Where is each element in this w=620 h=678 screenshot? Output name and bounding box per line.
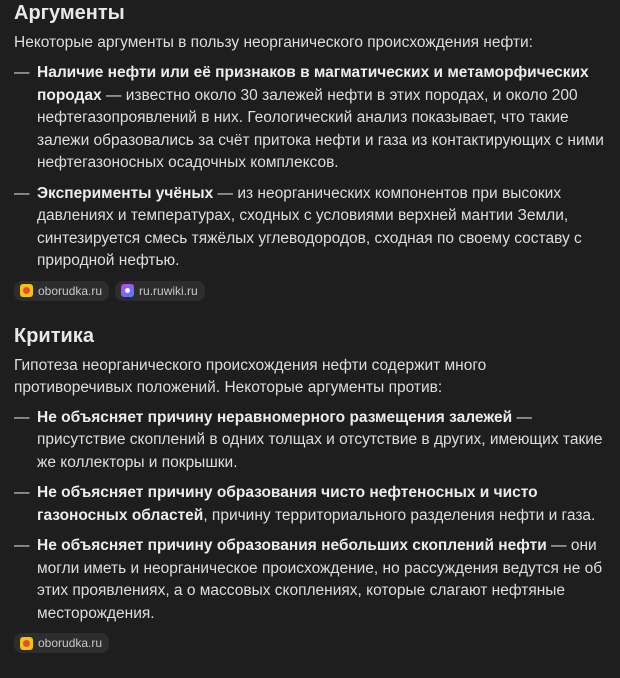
dash-bullet: — <box>14 484 30 501</box>
item-text: , причину территориального разделения нефти и газа. <box>203 506 596 524</box>
section-intro: Некоторые аргументы в пользу неорганического происхождения нефти: <box>14 34 533 51</box>
item-text: — присутствие скоплений в одних толщах и отсутствие в других, имеющих такие же коллекторы и покрышки. <box>37 408 603 471</box>
list-item <box>14 407 606 475</box>
list-item <box>14 535 606 625</box>
source-chip-oborudka[interactable] <box>14 633 109 653</box>
item-text: — из неорганических компонентов при высоких давлениях и температурах, сходных с условиями верхней мантии Земли, синтезируется смесь тяжёлых углеводородов, сходная по своему составу с природной нефтью. <box>37 184 582 269</box>
list-item <box>14 482 606 527</box>
argument-list <box>14 62 606 273</box>
source-label: oborudka.ru <box>38 283 103 298</box>
source-chips <box>14 281 606 301</box>
item-heading: Не объясняет причину образования небольших скоплений нефти <box>37 537 547 554</box>
dash-bullet: — <box>14 408 30 426</box>
dash-bullet: — <box>14 64 30 81</box>
list-item <box>14 183 606 273</box>
item-text: — они могли иметь и неорганическое происхождение, но рассуждения ведутся не об этих проявлениях, а о массовых скоплениях, которые слагают нефтяные месторождения. <box>37 537 603 622</box>
source-label: ru.ruwiki.ru <box>139 283 198 298</box>
dash-bullet: — <box>14 184 30 202</box>
dash-bullet: — <box>14 537 30 554</box>
ruwiki-favicon-icon <box>121 284 134 297</box>
source-chip-oborudka[interactable] <box>14 281 109 301</box>
section-arguments <box>14 0 606 301</box>
item-heading: Эксперименты учёных <box>37 184 214 202</box>
section-title: Критика <box>14 324 94 347</box>
criticism-list <box>14 407 606 626</box>
section-intro: Гипотеза неорганического происхождения нефти содержит много противоречивых положений. Некоторые аргументы против: <box>14 356 487 396</box>
item-heading: Наличие нефти или её признаков в магматических и метаморфических породах <box>37 64 589 104</box>
source-chips <box>14 633 606 653</box>
section-title: Аргументы <box>14 2 125 24</box>
item-heading: Не объясняет причину неравномерного размещения залежей <box>37 408 513 426</box>
item-heading: Не объясняет причину образования чисто нефтеносных и чисто газоносных областей <box>37 484 538 524</box>
item-text: — известно около 30 залежей нефти в этих породах, и около 200 нефтегазопроявлений в них. Геологический анализ показывает, что такие залежи образовались за счёт притока нефти и газа из контактирующих с ними нефтегазоносных осадочных комплексов. <box>37 86 604 171</box>
oborudka-favicon-icon <box>20 637 33 650</box>
oborudka-favicon-icon <box>20 284 33 297</box>
list-item <box>14 62 606 175</box>
section-criticism <box>14 323 606 654</box>
source-label: oborudka.ru <box>38 636 103 650</box>
source-chip-ruwiki[interactable] <box>115 281 205 301</box>
